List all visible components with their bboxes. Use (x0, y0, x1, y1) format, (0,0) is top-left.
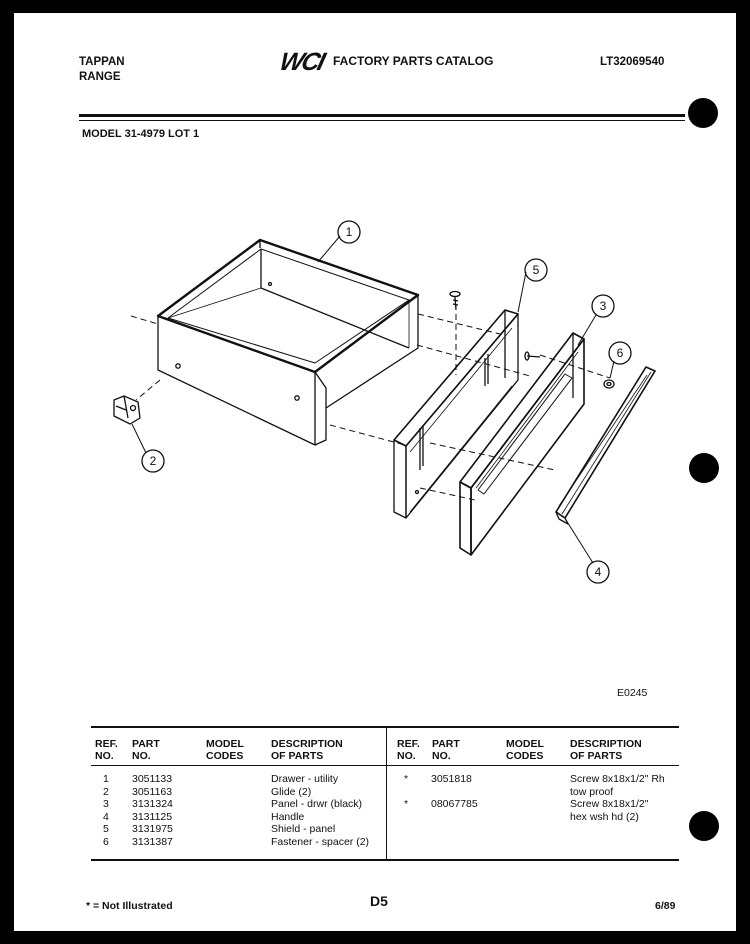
revision-date: 6/89 (655, 900, 676, 912)
table-cell: tow proof (570, 785, 614, 798)
model-line: MODEL 31-4979 LOT 1 (82, 128, 200, 140)
callout-6: 6 (616, 346, 624, 360)
table-header-rule (91, 765, 679, 766)
table-cell: Panel - drwr (black) (271, 798, 363, 810)
callout-1: 1 (345, 225, 353, 239)
drawer-panel-part (460, 333, 584, 555)
table-cell: Handle (271, 810, 305, 823)
fastener-part (604, 380, 614, 388)
left-part-column (132, 773, 173, 848)
header-ref-right: REF. NO. (397, 738, 420, 762)
table-bottom-rule (91, 859, 679, 861)
header-codes-left: MODEL CODES (206, 738, 244, 762)
table-cell: Glide (2) (271, 785, 312, 798)
screw-part-small (525, 352, 540, 360)
table-cell: 5 (103, 823, 109, 835)
wci-logo-text: WCI (276, 48, 327, 73)
callout-2: 2 (149, 454, 157, 468)
table-cell: * (404, 773, 409, 785)
table-cell: 3131975 (132, 823, 173, 835)
table-cell: 6 (103, 835, 109, 848)
page-number: D5 (370, 893, 388, 909)
glide-part (114, 396, 140, 424)
table-cell (431, 786, 478, 799)
table-cell: 3131324 (132, 798, 173, 810)
table-cell (431, 811, 478, 824)
callout-5: 5 (532, 263, 540, 277)
table-divider (386, 727, 387, 860)
table-cell: 08067785 (431, 798, 478, 810)
right-part-column (431, 773, 478, 823)
shield-panel-part (394, 310, 518, 518)
left-desc-column (271, 773, 369, 848)
table-cell: 3 (103, 798, 109, 810)
table-cell: Screw 8x18x1/2" Rh (570, 773, 665, 785)
table-cell: 3051818 (431, 773, 472, 785)
table-cell: * (404, 798, 409, 810)
right-ref-column (404, 773, 408, 823)
table-cell: 3131387 (132, 835, 173, 848)
table-cell (404, 811, 408, 824)
handle-part (556, 367, 655, 524)
table-cell: 2 (103, 785, 109, 798)
table-top-rule (91, 726, 679, 728)
header-part-right: PART NO. (432, 738, 460, 762)
table-cell: Fastener - spacer (2) (271, 835, 370, 848)
table-cell: 3131125 (132, 810, 173, 823)
table-cell: hex wsh hd (2) (570, 810, 639, 823)
catalog-title: FACTORY PARTS CATALOG (333, 54, 494, 68)
table-cell (404, 786, 408, 799)
screw-part (450, 292, 460, 311)
callout-3: 3 (599, 299, 607, 313)
header-desc-right: DESCRIPTION OF PARTS (570, 738, 642, 762)
table-cell: 4 (103, 810, 109, 823)
brand-line-1: TAPPAN (79, 56, 125, 68)
footer-note: * = Not Illustrated (86, 900, 173, 912)
table-cell: 3051163 (132, 785, 173, 798)
callout-4: 4 (594, 565, 602, 579)
catalog-number: LT32069540 (600, 56, 665, 68)
drawer-part (158, 240, 418, 445)
table-cell: 3051133 (132, 773, 173, 785)
figure-code: E0245 (617, 687, 648, 699)
header-codes-right: MODEL CODES (506, 738, 544, 762)
table-cell: 1 (103, 773, 109, 785)
left-ref-column (103, 773, 109, 848)
table-cell: Screw 8x18x1/2" (570, 798, 649, 810)
right-desc-column (570, 773, 665, 823)
table-cell: Shield - panel (271, 823, 336, 835)
header-desc-left: DESCRIPTION OF PARTS (271, 738, 343, 762)
brand-line-2: RANGE (79, 71, 121, 83)
table-cell: Drawer - utility (271, 773, 339, 785)
header-ref-left: REF. NO. (95, 738, 118, 762)
header-part-left: PART NO. (132, 738, 160, 762)
